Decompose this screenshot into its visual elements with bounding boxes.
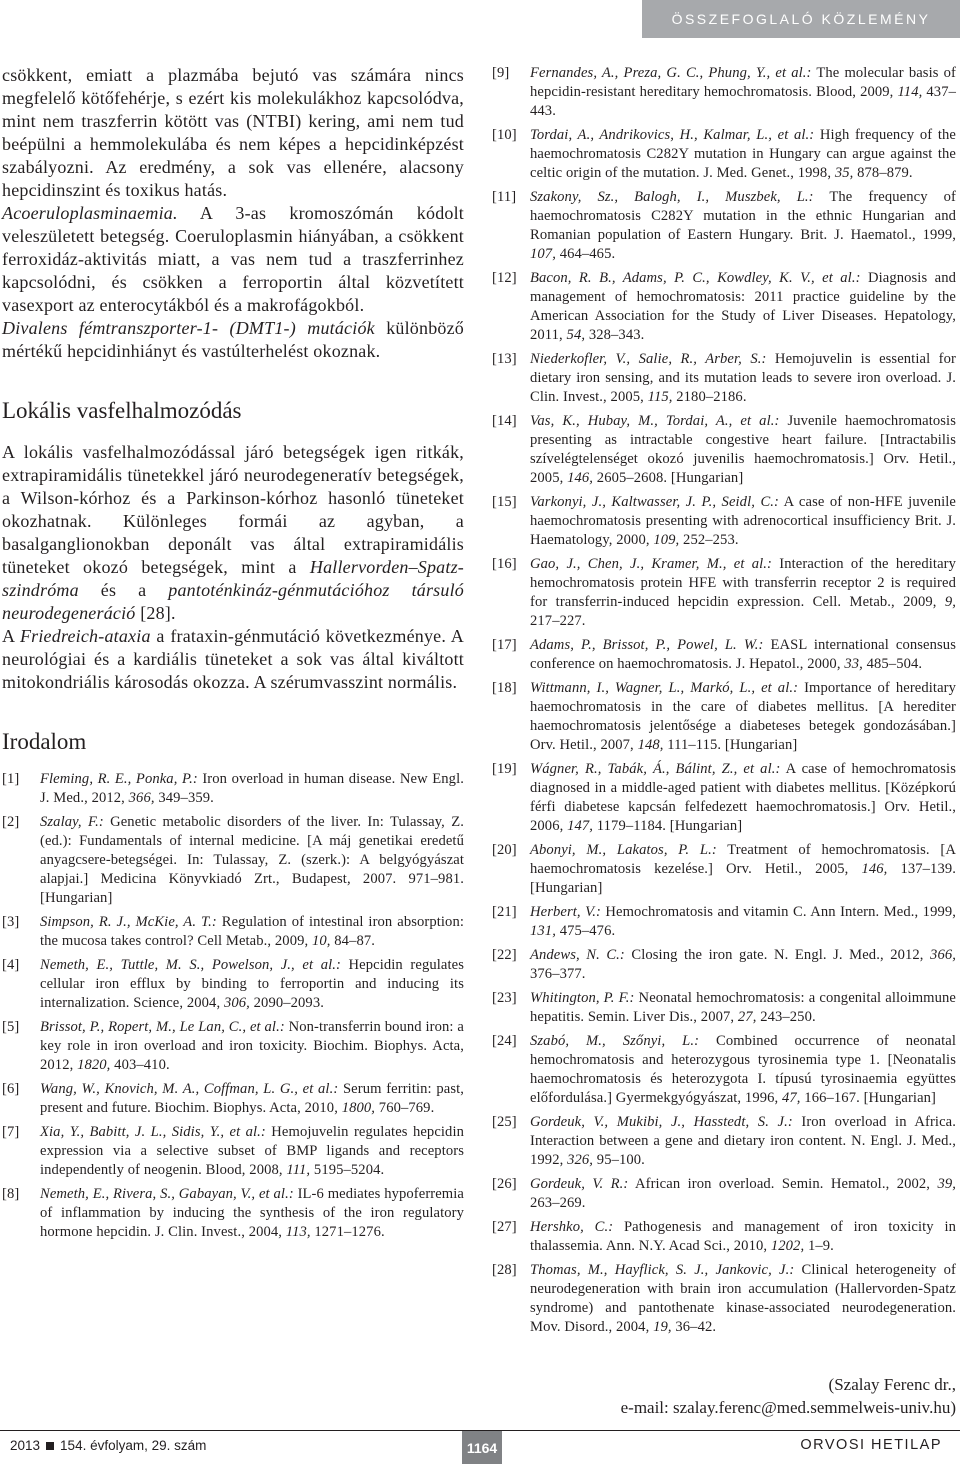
- reference-pages: 760–769.: [375, 1100, 435, 1116]
- reference-volume: 1800,: [341, 1100, 376, 1116]
- reference-volume: 47,: [782, 1090, 801, 1106]
- paragraph-5: [2, 625, 464, 694]
- reference-item: [492, 841, 956, 898]
- reference-text: Interaction of the hereditary hemochromatosis protein HFE with transferrin receptor 2 is required for transferrin-induced hepcidin expression. Cell. Metab., 2009,: [530, 556, 957, 610]
- reference-item: [492, 555, 956, 631]
- reference-authors: Nemeth, E., Rivera, S., Gabayan, V., et al.:: [40, 1186, 294, 1202]
- reference-item: [492, 903, 956, 941]
- reference-volume: 131,: [530, 923, 556, 939]
- reference-volume: 366,: [930, 947, 956, 963]
- reference-pages: 252–253.: [679, 532, 739, 548]
- reference-pages: 2090–2093.: [249, 995, 324, 1011]
- reference-pages: 95–100.: [593, 1152, 645, 1168]
- paragraph-1: [2, 64, 464, 202]
- reference-number: [21]: [492, 904, 517, 920]
- reference-item: [2, 956, 464, 1013]
- reference-authors: Tordai, A., Andrikovics, H., Kalmar, L., et al.:: [530, 127, 815, 143]
- reference-authors: Wágner, R., Tabák, Á., Bálint, Z., et al.:: [530, 761, 781, 777]
- reference-text: Pathogenesis and management of iron toxicity in thalassemia. Ann. N.Y. Acad Sci., 2010,: [530, 1219, 957, 1254]
- reference-volume: 326,: [567, 1152, 594, 1168]
- reference-authors: Fleming, R. E., Ponka, P.:: [40, 771, 198, 787]
- reference-item: [492, 269, 956, 345]
- paragraph-5-text: a frataxin-génmutáció következménye. A neurológiai és a kardiális tüneteket a sok vas által kiváltott mitokondriális károsodás okozza. A szérumvasszint normális.: [2, 626, 464, 692]
- reference-number: [19]: [492, 761, 517, 777]
- reference-number: [3]: [2, 914, 20, 930]
- reference-pages: 437–443.: [530, 84, 956, 119]
- reference-pages: 84–87.: [330, 933, 376, 949]
- reference-authors: Adams, P., Brissot, P., Powel, L. W.:: [530, 637, 764, 653]
- reference-list-right: [492, 64, 956, 1337]
- journal-name: ORVOSI HETILAP: [800, 1437, 942, 1453]
- reference-text: IL-6 mediates hypoferremia of inflammation by inducing the synthesis of the iron regulatory hormone hepcidin. J. Clin. Invest., 2004,: [40, 1186, 464, 1240]
- paragraph-5-lead: A: [2, 626, 20, 646]
- reference-authors: Simpson, R. J., McKie, A. T.:: [40, 914, 217, 930]
- reference-volume: 33,: [844, 656, 863, 672]
- reference-authors: Vas, K., Hubay, M., Tordai, A., et al.:: [530, 413, 780, 429]
- reference-item: [492, 760, 956, 836]
- reference-text: Iron overload in human disease. New Engl. J. Med., 2012,: [40, 771, 464, 806]
- reference-number: [15]: [492, 494, 517, 510]
- reference-number: [10]: [492, 127, 517, 143]
- reference-volume: 1202,: [770, 1238, 805, 1254]
- term-acoeruloplasminaemia: Acoeruloplasminaemia.: [2, 203, 178, 223]
- reference-volume: 107,: [530, 246, 556, 262]
- paragraph-2-text: A 3-as kromoszómán kódolt veleszületett betegség. Coeruloplasmin hiányában, a csökkent ferroxidáz-aktivitás miatt, a vas nem tud a traszferrinhez kapcsolódni, és csökken a ferroportin által közvetített vasexport az enterocytákból és a makrofágokból.: [2, 203, 464, 315]
- reference-volume: 54,: [566, 327, 586, 343]
- reference-volume: 9,: [944, 594, 956, 610]
- reference-number: [9]: [492, 65, 510, 81]
- reference-text: Diagnosis and management of hemochromatosis: 2011 practice guideline by the American Association for the Study of Liver Diseases. Hepatology, 2011,: [530, 270, 956, 343]
- reference-number: [8]: [2, 1186, 20, 1202]
- reference-item: [492, 126, 956, 183]
- reference-authors: Wang, W., Knovich, M. A., Coffman, L. G., et al.:: [40, 1081, 339, 1097]
- reference-item: [492, 412, 956, 488]
- reference-item: [2, 1185, 464, 1242]
- reference-number: [6]: [2, 1081, 20, 1097]
- reference-volume: 39,: [937, 1176, 956, 1192]
- reference-authors: Varkonyi, J., Kaltwasser, J. P., Seidl, C.:: [530, 494, 779, 510]
- reference-number: [11]: [492, 189, 517, 205]
- reference-authors: Herbert, V.:: [530, 904, 601, 920]
- reference-authors: Fernandes, A., Preza, G. C., Phung, Y., et al.:: [530, 65, 812, 81]
- reference-number: [14]: [492, 413, 517, 429]
- reference-pages: 2605–2608. [Hungarian]: [593, 470, 744, 486]
- reference-pages: 464–465.: [555, 246, 616, 262]
- reference-item: [492, 946, 956, 984]
- reference-volume: 10,: [311, 933, 331, 949]
- reference-text: Closing the iron gate. N. Engl. J. Med., 2012,: [624, 947, 931, 963]
- term-friedreich-ataxia: Friedreich-ataxia: [19, 626, 151, 646]
- reference-number: [25]: [492, 1114, 517, 1130]
- reference-volume: 115,: [647, 389, 673, 405]
- paragraph-1-text: csökkent, emiatt a plazmába bejutó vas számára nincs megfelelő kötőfehérje, s ezért kis molekulákhoz kapcsolódva, mint nem traszferrin kötött vas (NTBI) kering, ami nem tud beépülni a hemmolekulába és nem képes a hepcidinképzést szabályozni. Az eredmény, a sok vas ellenére, alacsony hepcidinszint és toxikus hatás.: [2, 65, 464, 200]
- reference-text: Genetic metabolic disorders of the liver. In: Tulassay, Z. (ed.): Fundamentals of internal medicine. [A máj genetikai eredetű anyagcsere-betegségei. In: Tulassay, Z. (szerk.): A belgyógyászat alapjai.] Medicina Könyvkiadó Zrt., Budapest, 2007. 971–981. [Hungarian]: [40, 814, 464, 906]
- reference-item: [492, 1261, 956, 1337]
- reference-item: [492, 1113, 956, 1170]
- reference-number: [23]: [492, 990, 517, 1006]
- reference-text: Serum ferritin: past, present and future. Biochim. Biophys. Acta, 2010,: [40, 1081, 465, 1116]
- reference-authors: Szabó, M., Szőnyi, L.:: [530, 1033, 700, 1049]
- reference-authors: Hershko, C.:: [530, 1219, 614, 1235]
- reference-pages: 1271–1276.: [310, 1224, 385, 1240]
- reference-pages: 137–139. [Hungarian]: [530, 861, 956, 896]
- reference-text: Hemochromatosis and vitamin C. Ann Intern. Med., 1999,: [600, 904, 957, 920]
- reference-text: Combined occurrence of neonatal hemochromatosis and heterozygous tyrosinemia type 1. [Neonatalis haemochromatosis és heterozygota I. típusú tyrosinaemia együttes előfordulása.] Gyermekgyógyászat, 1996,: [530, 1033, 956, 1106]
- term-dmt1: Divalens fémtranszporter-1- (DMT1-) mutációk: [2, 318, 375, 338]
- reference-text: Hemojuvelin regulates hepcidin expression via a selective subset of BMP ligands and receptors independently of neogenin. Blood, 2008,: [40, 1124, 464, 1178]
- reference-item: [2, 770, 464, 808]
- reference-item: [2, 913, 464, 951]
- reference-item: [492, 1175, 956, 1213]
- reference-volume: 146,: [567, 470, 594, 486]
- paragraph-2: [2, 202, 464, 317]
- reference-authors: Szakony, Sz., Balogh, I., Muszbek, L.:: [530, 189, 814, 205]
- reference-text: Non-transferrin bound iron: a key role in iron overload and iron toxicity. Biochim. Biophys. Acta, 2012,: [40, 1019, 464, 1073]
- reference-number: [18]: [492, 680, 517, 696]
- reference-authors: Abonyi, M., Lakatos, P. L.:: [530, 842, 717, 858]
- paragraph-4-citation: [28].: [135, 603, 176, 623]
- reference-authors: Whitington, P. F.:: [530, 990, 635, 1006]
- reference-pages: 328–343.: [585, 327, 645, 343]
- reference-volume: 306,: [223, 995, 250, 1011]
- reference-pages: 403–410.: [110, 1057, 170, 1073]
- reference-authors: Thomas, M., Hayflick, S. J., Jankovic, J.:: [530, 1262, 795, 1278]
- reference-authors: Brissot, P., Ropert, M., Le Lan, C., et al.:: [40, 1019, 285, 1035]
- reference-text: Treatment of hemochromatosis. [A haemochromatosis kezelése.] Orv. Hetil., 2005,: [530, 842, 957, 877]
- reference-text: Importance of hereditary haemochromatosis in the care of diabetes mellitus. [A herediter haemochromatosis jelentősége a diabeteses betegek gondozásában.] Orv. Hetil., 2007,: [530, 680, 957, 753]
- reference-authors: Gordeuk, V. R.:: [530, 1176, 629, 1192]
- reference-number: [27]: [492, 1219, 517, 1235]
- reference-text: Clinical heterogeneity of neurodegeneration with brain iron accumulation (Hallervorden-Spatz syndrome) and pantothenate kinase-associated neurodegeneration. Mov. Disord., 2004,: [530, 1262, 956, 1335]
- reference-pages: 36–42.: [671, 1319, 717, 1335]
- reference-text: High frequency of the haemochromatosis C282Y mutation in Hungary can argue against the celtic origin of the mutation. J. Med. Genet., 1998,: [530, 127, 957, 181]
- reference-pages: 1–9.: [804, 1238, 834, 1254]
- reference-text: EASL international consensus conference on haemochromatosis. J. Hepatol., 2000,: [530, 637, 956, 672]
- reference-text: Regulation of intestinal iron absorption: the mucosa takes control? Cell Metab., 2009,: [40, 914, 465, 949]
- footer-year: 2013: [10, 1438, 41, 1453]
- right-column: [492, 64, 956, 1419]
- paragraph-3: [2, 317, 464, 363]
- reference-number: [4]: [2, 957, 20, 973]
- reference-list-left: [2, 770, 464, 1242]
- reference-text: African iron overload. Semin. Hematol., 2002,: [628, 1176, 938, 1192]
- section-heading-local-iron: Lokális vasfelhalmozódás: [2, 398, 242, 423]
- reference-pages: 878–879.: [853, 165, 913, 181]
- reference-item: [492, 1218, 956, 1256]
- reference-item: [492, 493, 956, 550]
- reference-text: The frequency of haemochromatosis C282Y mutation in the ethnic Hungarian and Romanian population of Eastern Hungary. Brit. J. Haematol., 1999,: [530, 189, 956, 243]
- reference-volume: 114,: [897, 84, 923, 100]
- reference-item: [2, 1018, 464, 1075]
- reference-authors: Andews, N. C.:: [530, 947, 625, 963]
- reference-pages: 349–359.: [154, 790, 214, 806]
- reference-authors: Bacon, R. B., Adams, P. C., Kowdley, K. V., et al.:: [530, 270, 861, 286]
- reference-item: [492, 64, 956, 121]
- reference-number: [28]: [492, 1262, 517, 1278]
- reference-number: [1]: [2, 771, 20, 787]
- reference-pages: 5195–5204.: [310, 1162, 385, 1178]
- section-header: [642, 0, 960, 38]
- term-pkan: pantoténkináz-génmutációhoz társuló neurodegeneráció: [2, 580, 464, 623]
- reference-number: [5]: [2, 1019, 20, 1035]
- reference-item: [492, 989, 956, 1027]
- reference-pages: 243–250.: [756, 1009, 816, 1025]
- reference-pages: 485–504.: [862, 656, 923, 672]
- reference-number: [12]: [492, 270, 517, 286]
- reference-number: [24]: [492, 1033, 517, 1049]
- reference-item: [492, 636, 956, 674]
- reference-authors: Nemeth, E., Tuttle, M. S., Powelson, J., et al.:: [40, 957, 341, 973]
- page-number-box: [462, 1431, 502, 1464]
- reference-pages: 111–115. [Hungarian]: [663, 737, 798, 753]
- reference-item: [492, 1032, 956, 1108]
- footer-issue-info: [10, 1438, 206, 1453]
- paragraph-3-text: különböző mértékű hepcidinhiányt és vastúlterhelést okoznak.: [2, 318, 464, 361]
- reference-authors: Szalay, F.:: [40, 814, 104, 830]
- local-iron-body: [2, 441, 464, 694]
- reference-text: A case of non-HFE juvenile haemochromatosis presenting with adrenocortical insufficiency Brit. J. Haematology, 2000,: [530, 494, 956, 548]
- reference-text: Hepcidin regulates cellular iron efflux by binding to ferroportin and inducing its internalization. Science, 2004,: [40, 957, 464, 1011]
- reference-authors: Gordeuk, V., Mukibi, J., Hasstedt, S. J.:: [530, 1114, 793, 1130]
- paragraph-4-connector: és a: [78, 580, 169, 600]
- reference-number: [22]: [492, 947, 517, 963]
- footer-issue: 154. évfolyam, 29. szám: [60, 1438, 207, 1453]
- reference-volume: 147,: [567, 818, 594, 834]
- section-label: ÖSSZEFOGLALÓ KÖZLEMÉNY: [671, 11, 931, 27]
- reference-pages: 217–227.: [530, 613, 586, 629]
- signature-name: (Szalay Ferenc dr.,: [828, 1375, 956, 1394]
- reference-volume: 109,: [653, 532, 680, 548]
- reference-pages: 376–377.: [530, 966, 586, 982]
- reference-number: [13]: [492, 351, 517, 367]
- reference-number: [16]: [492, 556, 517, 572]
- reference-pages: 475–476.: [555, 923, 616, 939]
- reference-item: [492, 350, 956, 407]
- reference-volume: 35,: [834, 165, 854, 181]
- reference-authors: Xia, Y., Babitt, J. L., Sidis, Y., et al.:: [40, 1124, 266, 1140]
- article-body: [2, 64, 464, 363]
- reference-item: [2, 813, 464, 908]
- reference-volume: 111,: [286, 1162, 311, 1178]
- reference-authors: Wittmann, I., Wagner, L., Markó, L., et al.:: [530, 680, 799, 696]
- signature-email: e-mail: szalay.ferenc@med.semmelweis-univ.hu): [620, 1398, 956, 1417]
- reference-volume: 366,: [128, 790, 155, 806]
- reference-pages: 263–269.: [530, 1195, 586, 1211]
- reference-text: Hemojuvelin is essential for dietary iron sensing, and its mutation leads to severe iron overload. J. Clin. Invest., 2005,: [530, 351, 956, 405]
- reference-text: Neonatal hemochromatosis: a congenital alloimmune hepatitis. Semin. Liver Dis., 2007,: [530, 990, 956, 1025]
- reference-volume: 113,: [285, 1224, 311, 1240]
- reference-volume: 146,: [861, 861, 888, 877]
- reference-item: [2, 1123, 464, 1180]
- reference-pages: 1179–1184. [Hungarian]: [593, 818, 743, 834]
- reference-item: [492, 188, 956, 264]
- reference-number: [7]: [2, 1124, 20, 1140]
- reference-text: A case of hemochromatosis diagnosed in a middle-aged patient with diabetes mellitus. [Középkorú férfi diabetese kapcsán felfedezett haemochromatosis.] Orv. Hetil., 2006,: [530, 761, 956, 834]
- reference-number: [2]: [2, 814, 20, 830]
- paragraph-4: [2, 441, 464, 625]
- reference-pages: 2180–2186.: [672, 389, 747, 405]
- reference-number: [17]: [492, 637, 517, 653]
- reference-number: [26]: [492, 1176, 517, 1192]
- reference-text: Iron overload in Africa. Interaction between a gene and dietary iron content. N. Engl. J. Med., 1992,: [530, 1114, 956, 1168]
- reference-volume: 27,: [737, 1009, 757, 1025]
- reference-authors: Gao, J., Chen, J., Kramer, M., et al.:: [530, 556, 773, 572]
- reference-authors: Niederkofler, V., Salie, R., Arber, S.:: [530, 351, 767, 367]
- reference-volume: 148,: [637, 737, 664, 753]
- square-bullet-icon: [46, 1442, 54, 1450]
- reference-pages: 166–167. [Hungarian]: [800, 1090, 937, 1106]
- reference-item: [2, 1080, 464, 1118]
- reference-number: [20]: [492, 842, 517, 858]
- left-column: [2, 64, 464, 1247]
- term-hallervorden-spatz: Hallervorden–Spatz-szindróma: [2, 557, 464, 600]
- reference-text: The molecular basis of hepcidin-resistant hereditary hemochromatosis. Blood, 2009,: [530, 65, 956, 100]
- section-heading-references: Irodalom: [2, 729, 87, 754]
- reference-volume: 19,: [653, 1319, 672, 1335]
- reference-volume: 1820,: [77, 1057, 111, 1073]
- reference-text: Juvenile haemochromatosis presenting as intractable congestive heart failure. [Intractabilis szívelégtelenséget okozó juvenilis haemochromatosis.] Orv. Hetil., 2005,: [530, 413, 956, 486]
- paragraph-4-text: A lokális vasfelhalmozódással járó betegségek igen ritkák, extrapiramidális tünetekkel járó neurodegeneratív betegségek, a Wilson-kórhoz és a Parkinson-kórhoz hasonló tüneteket okozhatnak. Különleges formái az agyban, a basalganglionokban deponált vas által extrapiramidális tüneteket okozó betegségek, mint a: [2, 442, 464, 577]
- reference-item: [492, 679, 956, 755]
- page-number: 1164: [466, 1439, 498, 1456]
- author-signature: [492, 1373, 956, 1419]
